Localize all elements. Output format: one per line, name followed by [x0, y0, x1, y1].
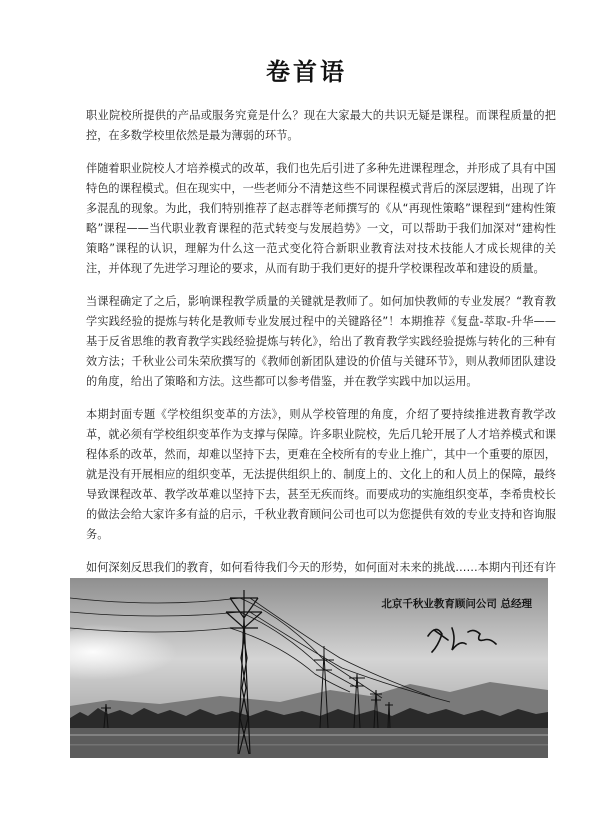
- article-body: [86, 106, 556, 611]
- handwritten-signature: [422, 618, 502, 658]
- paragraph-3: 当课程确定了之后，影响课程教学质量的关键就是教师了。如何加快教师的专业发展？“教育教学实践经验的提炼与转化是教师专业发展过程中的关键路径”！本期推荐《复盘-萃取-升华——基于反省思维的教育教学实践经验提炼与转化》，给出了教育教学实践经验提炼与转化的三种有效方法；千秋业公司朱荣欣撰写的《教师创新团队建设的价值与关键环节》，则从教师团队建设的角度，给出了策略和方法。这些都可以参考借鉴，并在教学实践中加以运用。: [86, 295, 556, 388]
- power-tower-photo: [70, 578, 548, 758]
- paragraph-4: 本期封面专题《学校组织变革的方法》，则从学校管理的角度，介绍了要持续推进教育教学改革，就必须有学校组织变革作为支撑与保障。许多职业院校，先后几轮开展了人才培养模式和课程体系的改革，然而，却难以坚持下去，更难在全校所有的专业上推广，其中一个重要的原因，就是没有开展相应的组织变革，无法提供组织上的、制度上的、文化上的和人员上的保障，最终导致课程改革、教学改革难以坚持下去，甚至无疾而终。而要成功的实施组织变革，李希贵校长的做法会给大家许多有益的启示，千秋业教育顾问公司也可以为您提供有效的专业支持和咨询服务。: [86, 408, 556, 541]
- company-signature-line: 北京千秋业教育顾问公司 总经理: [381, 598, 532, 610]
- paragraph-1: 职业院校所提供的产品或服务究竟是什么？现在大家最大的共识无疑是课程。而课程质量的把控，在多数学校里依然是最为薄弱的环节。: [86, 109, 556, 142]
- paragraph-5: 如何深刻反思我们的教育，如何看待我们今天的形势，如何面对未来的挑战……本期内刊还有许: [86, 561, 556, 574]
- page-title: 卷首语: [266, 57, 347, 86]
- paragraph-2: 伴随着职业院校人才培养模式的改革，我们也先后引进了多种先进课程理念，并形成了具有中国特色的课程模式。但在现实中，一些老师分不清楚这些不同课程模式背后的深层逻辑，出现了许多混乱的现象。为此，我们特别推荐了赵志群等老师撰写的《从“再现性策略”课程到“建构性策略”课程——当代职业教育课程的范式转变与发展趋势》一文，可以帮助于我们加深对“建构性策略”课程的认识，理解为什么这一范式变化符合新职业教育法对技术技能人才成长规律的关注，并体现了先进学习理论的要求，从而有助于我们更好的提升学校课程改革和建设的质量。: [86, 162, 556, 275]
